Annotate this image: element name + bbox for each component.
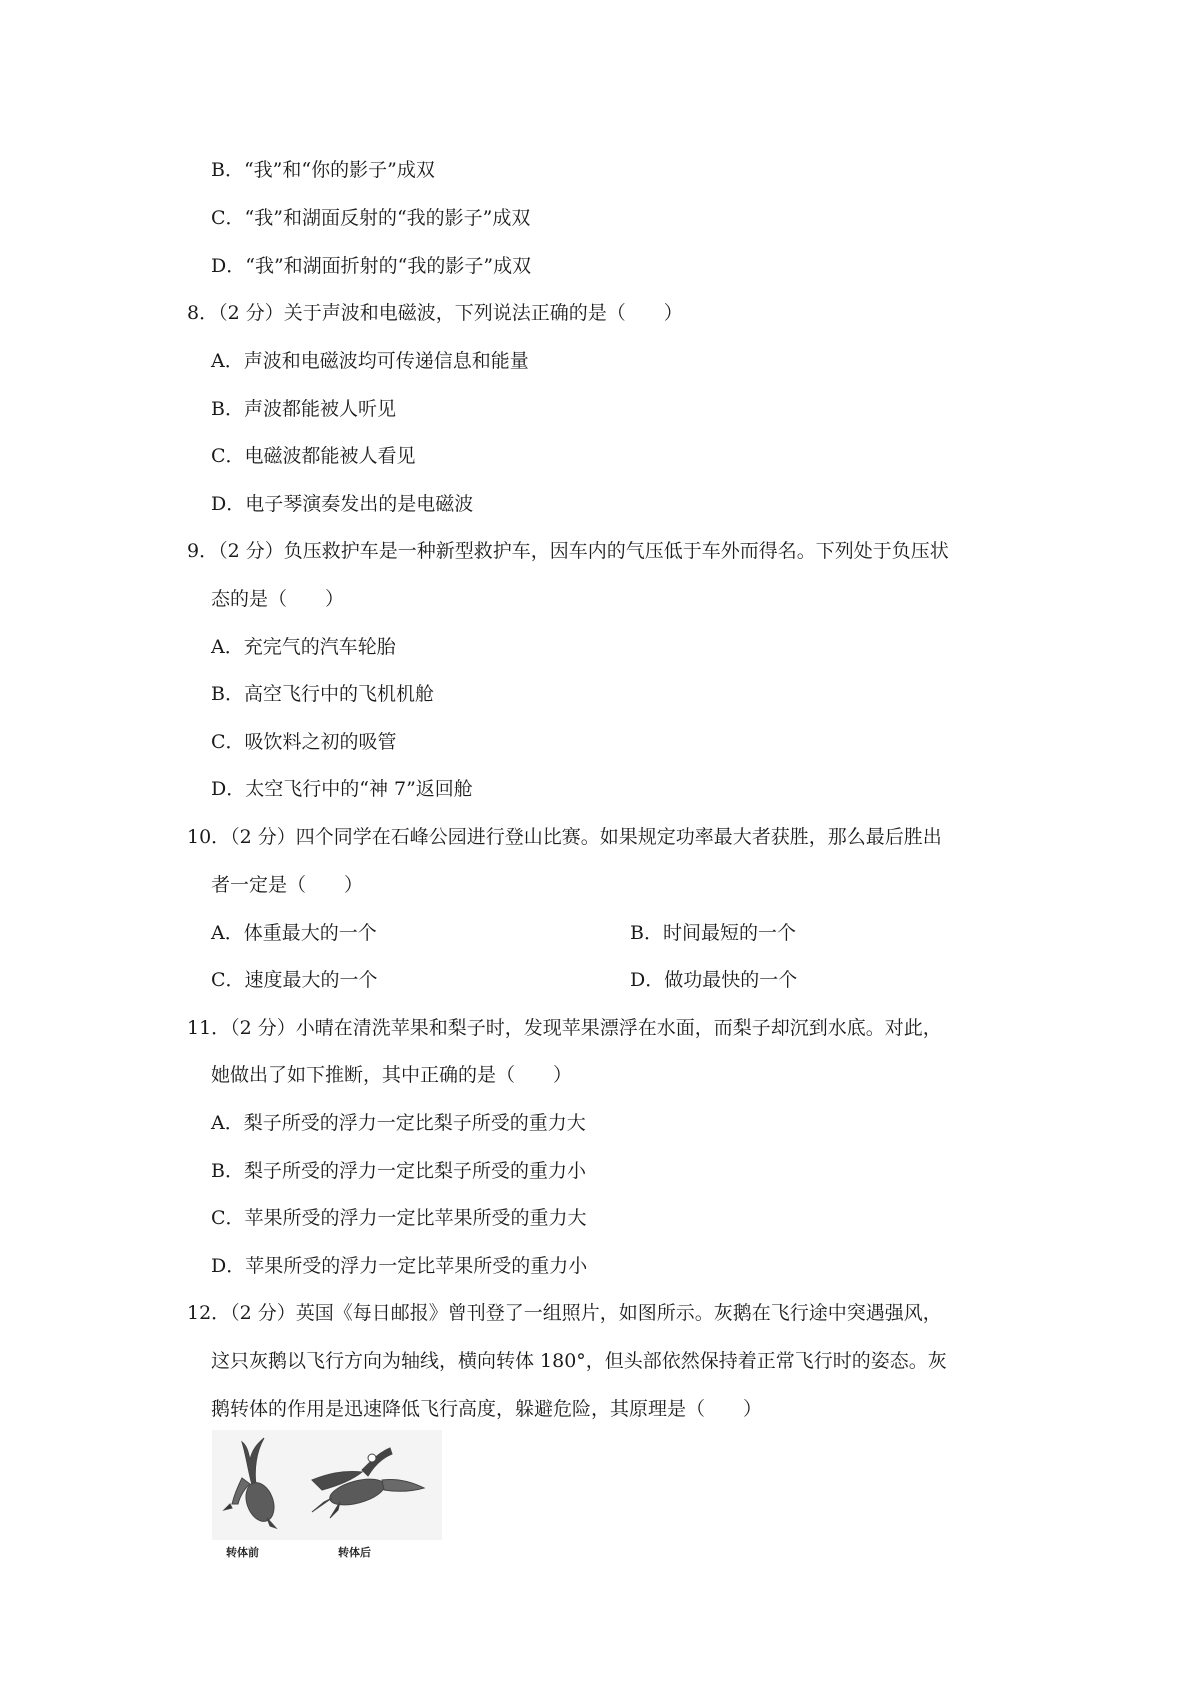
q9-option-d: D．太空飞行中的“神 7”返回舱: [211, 778, 473, 800]
q8-option-a: A．声波和电磁波均可传递信息和能量: [211, 350, 529, 372]
q11-option-a: A．梨子所受的浮力一定比梨子所受的重力大: [211, 1112, 586, 1134]
q11-option-b: B．梨子所受的浮力一定比梨子所受的重力小: [211, 1160, 586, 1182]
caption-after: 转体后: [338, 1546, 371, 1559]
q7-option-c: C．“我”和湖面反射的“我的影子”成双: [211, 207, 531, 229]
q8-stem: 8．（2 分）关于声波和电磁波，下列说法正确的是（ ）: [187, 302, 683, 324]
q8-option-b: B．声波都能被人听见: [211, 398, 396, 420]
q9-option-c: C．吸饮料之初的吸管: [211, 731, 397, 753]
q9-stem-line2: 态的是（ ）: [211, 588, 345, 610]
q10-option-a: A．体重最大的一个: [211, 922, 377, 944]
q12-stem-line2: 这只灰鹅以飞行方向为轴线，横向转体 180°，但头部依然保持着正常飞行时的姿态。灰: [211, 1350, 947, 1372]
q7-option-d: D．“我”和湖面折射的“我的影子”成双: [211, 255, 532, 277]
q12-stem-line3: 鹅转体的作用是迅速降低飞行高度，躲避危险，其原理是（ ）: [211, 1398, 763, 1420]
q9-stem-line1: 9．（2 分）负压救护车是一种新型救护车，因车内的气压低于车外而得名。下列处于负压状: [187, 540, 949, 562]
q7-option-b: B．“我”和“你的影子”成双: [211, 159, 435, 181]
q10-option-d: D．做功最快的一个: [630, 969, 798, 991]
q11-stem-line2: 她做出了如下推断，其中正确的是（ ）: [211, 1064, 573, 1086]
goose-figure-image: [212, 1430, 442, 1560]
q10-option-c: C．速度最大的一个: [211, 969, 378, 991]
q10-stem-line1: 10．（2 分）四个同学在石峰公园进行登山比赛。如果规定功率最大者获胜，那么最后胜出: [187, 826, 942, 848]
q10-option-b: B．时间最短的一个: [630, 922, 796, 944]
q11-stem-line1: 11．（2 分）小晴在清洗苹果和梨子时，发现苹果漂浮在水面，而梨子却沉到水底。对此，: [187, 1017, 942, 1039]
q11-option-c: C．苹果所受的浮力一定比苹果所受的重力大: [211, 1207, 587, 1229]
q8-option-c: C．电磁波都能被人看见: [211, 445, 416, 467]
q11-option-d: D．苹果所受的浮力一定比苹果所受的重力小: [211, 1255, 588, 1277]
q9-option-a: A．充完气的汽车轮胎: [211, 636, 396, 658]
q12-stem-line1: 12．（2 分）英国《每日邮报》曾刊登了一组照片，如图所示。灰鹅在飞行途中突遇强风，: [187, 1302, 942, 1324]
goose-figure: [212, 1430, 442, 1560]
q9-option-b: B．高空飞行中的飞机机舱: [211, 683, 434, 705]
q8-option-d: D．电子琴演奏发出的是电磁波: [211, 493, 474, 515]
q10-stem-line2: 者一定是（ ）: [211, 874, 364, 896]
caption-before: 转体前: [226, 1546, 259, 1559]
